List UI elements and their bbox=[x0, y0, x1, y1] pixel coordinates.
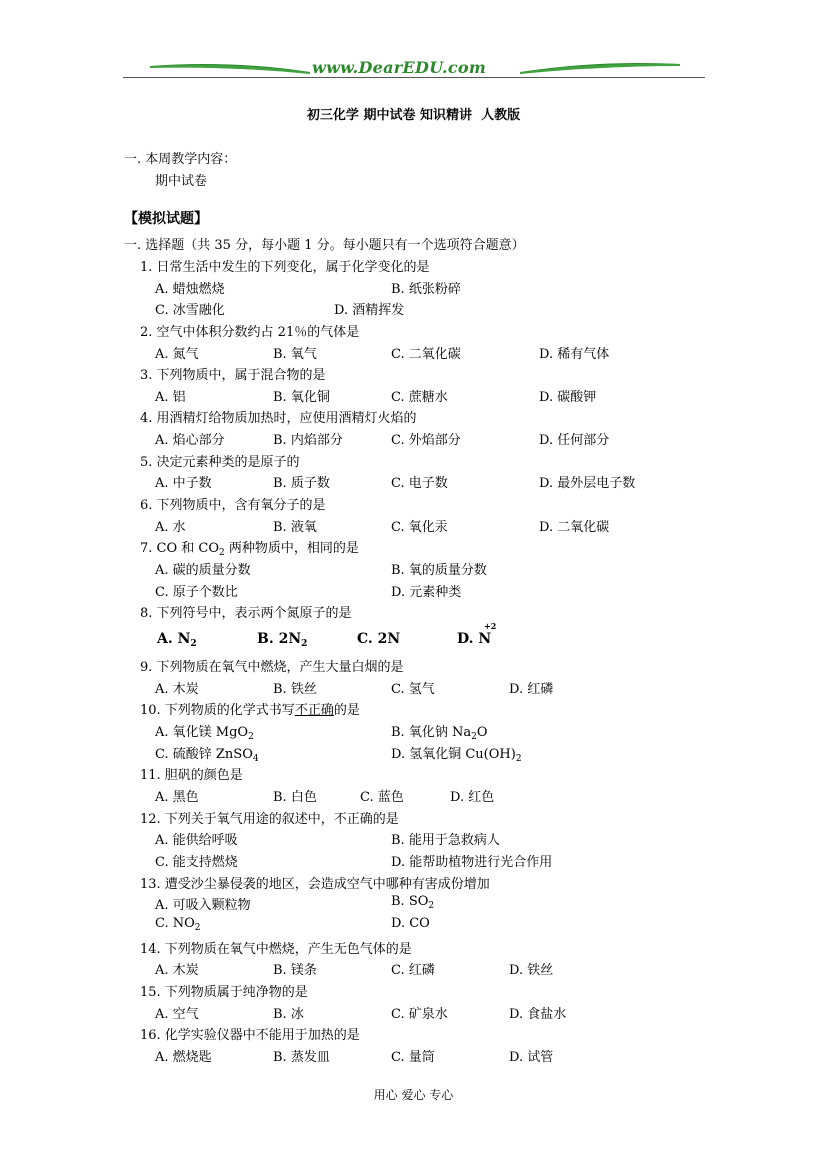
section1-label: 一. 本周教学内容： bbox=[124, 152, 237, 167]
q4-opt-a: A. 焰心部分 bbox=[155, 433, 225, 448]
q5-stem: 5. 决定元素种类的是原子的 bbox=[140, 455, 300, 470]
mock-heading: 【模拟试题】 bbox=[124, 211, 208, 227]
q9-opt-a: A. 木炭 bbox=[155, 682, 199, 697]
q10-opt-d: D. 氢氧化铜 $Cu(OH)_2$ bbox=[391, 747, 522, 764]
q14-opt-a: A. 木炭 bbox=[155, 963, 199, 978]
q3-opt-d: D. 碳酸钾 bbox=[539, 390, 597, 405]
q2-opt-b: B. 氧气 bbox=[273, 347, 317, 362]
q12-opt-b: B. 能用于急救病人 bbox=[391, 833, 500, 848]
q12-opt-c: C. 能支持燃烧 bbox=[155, 855, 238, 870]
q15-opt-b: B. 冰 bbox=[273, 1007, 304, 1022]
q6-stem: 6. 下列物质中，含有氧分子的是 bbox=[140, 498, 326, 513]
q14-opt-d: D. 铁丝 bbox=[509, 963, 554, 978]
q7-opt-a: A. 碳的质量分数 bbox=[155, 563, 251, 578]
q1-stem: 1. 日常生活中发生的下列变化，属于化学变化的是 bbox=[140, 260, 430, 275]
q8-opt-c: C. 2N bbox=[357, 631, 401, 647]
q6-opt-c: C. 氧化汞 bbox=[391, 520, 448, 535]
q11-opt-c: C. 蓝色 bbox=[360, 790, 404, 805]
q3-stem: 3. 下列物质中，属于混合物的是 bbox=[140, 368, 326, 383]
q4-stem: 4. 用酒精灯给物质加热时，应使用酒精灯火焰的 bbox=[140, 411, 417, 426]
logo-text[interactable]: www.DearEDU.com bbox=[312, 58, 487, 77]
section1-content: 期中试卷 bbox=[155, 174, 208, 189]
q12-opt-d: D. 能帮助植物进行光合作用 bbox=[391, 855, 553, 870]
q15-opt-d: D. 食盐水 bbox=[509, 1007, 567, 1022]
q6-opt-b: B. 液氧 bbox=[273, 520, 317, 535]
q2-stem: 2. 空气中体积分数约占 21％的气体是 bbox=[140, 325, 360, 340]
q4-opt-d: D. 任何部分 bbox=[539, 433, 610, 448]
q3-opt-c: C. 蔗糖水 bbox=[391, 390, 448, 405]
q4-opt-b: B. 内焰部分 bbox=[273, 433, 343, 448]
q8-opt-a: A. $N_2$ bbox=[157, 631, 197, 649]
q7-opt-d: D. 元素种类 bbox=[391, 585, 462, 600]
q5-opt-c: C. 电子数 bbox=[391, 476, 448, 491]
q6-opt-a: A. 水 bbox=[155, 520, 186, 535]
q14-opt-b: B. 镁条 bbox=[273, 963, 317, 978]
q9-opt-b: B. 铁丝 bbox=[273, 682, 317, 697]
q13-opt-a: A. 可吸入颗粒物 bbox=[155, 898, 251, 913]
q16-opt-a: A. 燃烧匙 bbox=[155, 1050, 212, 1065]
q9-opt-d: D. 红磷 bbox=[509, 682, 554, 697]
q7-opt-b: B. 氧的质量分数 bbox=[391, 563, 487, 578]
q4-opt-c: C. 外焰部分 bbox=[391, 433, 461, 448]
q16-opt-c: C. 量筒 bbox=[391, 1050, 435, 1065]
q12-opt-a: A. 能供给呼吸 bbox=[155, 833, 238, 848]
q16-stem: 16. 化学实验仪器中不能用于加热的是 bbox=[140, 1028, 360, 1043]
page-footer: 用心 爱心 专心 bbox=[373, 1088, 454, 1102]
q16-opt-d: D. 试管 bbox=[509, 1050, 554, 1065]
q2-opt-a: A. 氮气 bbox=[155, 347, 199, 362]
q13-stem: 13. 遭受沙尘暴侵袭的地区，会造成空气中哪种有害成份增加 bbox=[140, 877, 490, 892]
q5-opt-d: D. 最外层电子数 bbox=[539, 476, 636, 491]
q13-opt-c: C. $NO_2$ bbox=[155, 916, 201, 933]
q2-opt-c: C. 二氧化碳 bbox=[391, 347, 461, 362]
q10-opt-c: C. 硫酸锌 ZnSO$_4$ bbox=[155, 747, 259, 764]
q13-opt-d: D. CO bbox=[391, 916, 430, 931]
q10-stem: 10. 下列物质的化学式书写不正确的是 bbox=[140, 703, 360, 718]
q9-stem: 9. 下列物质在氧气中燃烧，产生大量白烟的是 bbox=[140, 660, 404, 675]
q2-opt-d: D. 稀有气体 bbox=[539, 347, 610, 362]
q15-opt-c: C. 矿泉水 bbox=[391, 1007, 448, 1022]
q3-opt-a: A. 铝 bbox=[155, 390, 186, 405]
q3-opt-b: B. 氧化铜 bbox=[273, 390, 330, 405]
q11-opt-a: A. 黑色 bbox=[155, 790, 199, 805]
q15-stem: 15. 下列物质属于纯净物的是 bbox=[140, 985, 308, 1000]
q8-opt-b: B. $2N_2$ bbox=[257, 631, 308, 649]
q1-opt-b: B. 纸张粉碎 bbox=[391, 282, 461, 297]
q16-opt-b: B. 蒸发皿 bbox=[273, 1050, 330, 1065]
q5-opt-a: A. 中子数 bbox=[155, 476, 212, 491]
q8-opt-d: D. N bbox=[457, 631, 492, 647]
q7-opt-c: C. 原子个数比 bbox=[155, 585, 238, 600]
q11-opt-b: B. 白色 bbox=[273, 790, 317, 805]
q9-opt-c: C. 氢气 bbox=[391, 682, 435, 697]
q10-opt-b: B. 氧化钠 $Na_2O$ bbox=[391, 725, 488, 742]
q11-opt-d: D. 红色 bbox=[450, 790, 495, 805]
q1-opt-c: C. 冰雪融化 bbox=[155, 303, 225, 318]
part1-heading: 一. 选择题（共 35 分，每小题 1 分。每小题只有一个选项符合题意） bbox=[124, 238, 525, 253]
q7-stem: 7. CO 和 $CO_2$ 两种物质中，相同的是 bbox=[140, 541, 359, 558]
q1-opt-a: A. 蜡烛燃烧 bbox=[155, 282, 225, 297]
page-title: 初三化学 期中试卷 知识精讲 人教版 bbox=[306, 108, 521, 123]
q15-opt-a: A. 空气 bbox=[155, 1007, 199, 1022]
q8-stem: 8. 下列符号中，表示两个氮原子的是 bbox=[140, 606, 352, 621]
q10-opt-a: A. 氧化镁 MgO$_2$ bbox=[155, 725, 254, 742]
header-logo bbox=[150, 58, 680, 82]
header-divider bbox=[123, 77, 705, 78]
q8-opt-d-charge: +2 bbox=[484, 621, 497, 631]
q5-opt-b: B. 质子数 bbox=[273, 476, 330, 491]
q14-opt-c: C. 红磷 bbox=[391, 963, 435, 978]
q11-stem: 11. 胆矾的颜色是 bbox=[140, 768, 243, 783]
q12-stem: 12. 下列关于氧气用途的叙述中，不正确的是 bbox=[140, 812, 399, 827]
q1-opt-d: D. 酒精挥发 bbox=[334, 303, 405, 318]
q6-opt-d: D. 二氧化碳 bbox=[539, 520, 610, 535]
q14-stem: 14. 下列物质在氧气中燃烧，产生无色气体的是 bbox=[140, 942, 412, 957]
q13-opt-b: B. $SO_2$ bbox=[391, 894, 435, 911]
